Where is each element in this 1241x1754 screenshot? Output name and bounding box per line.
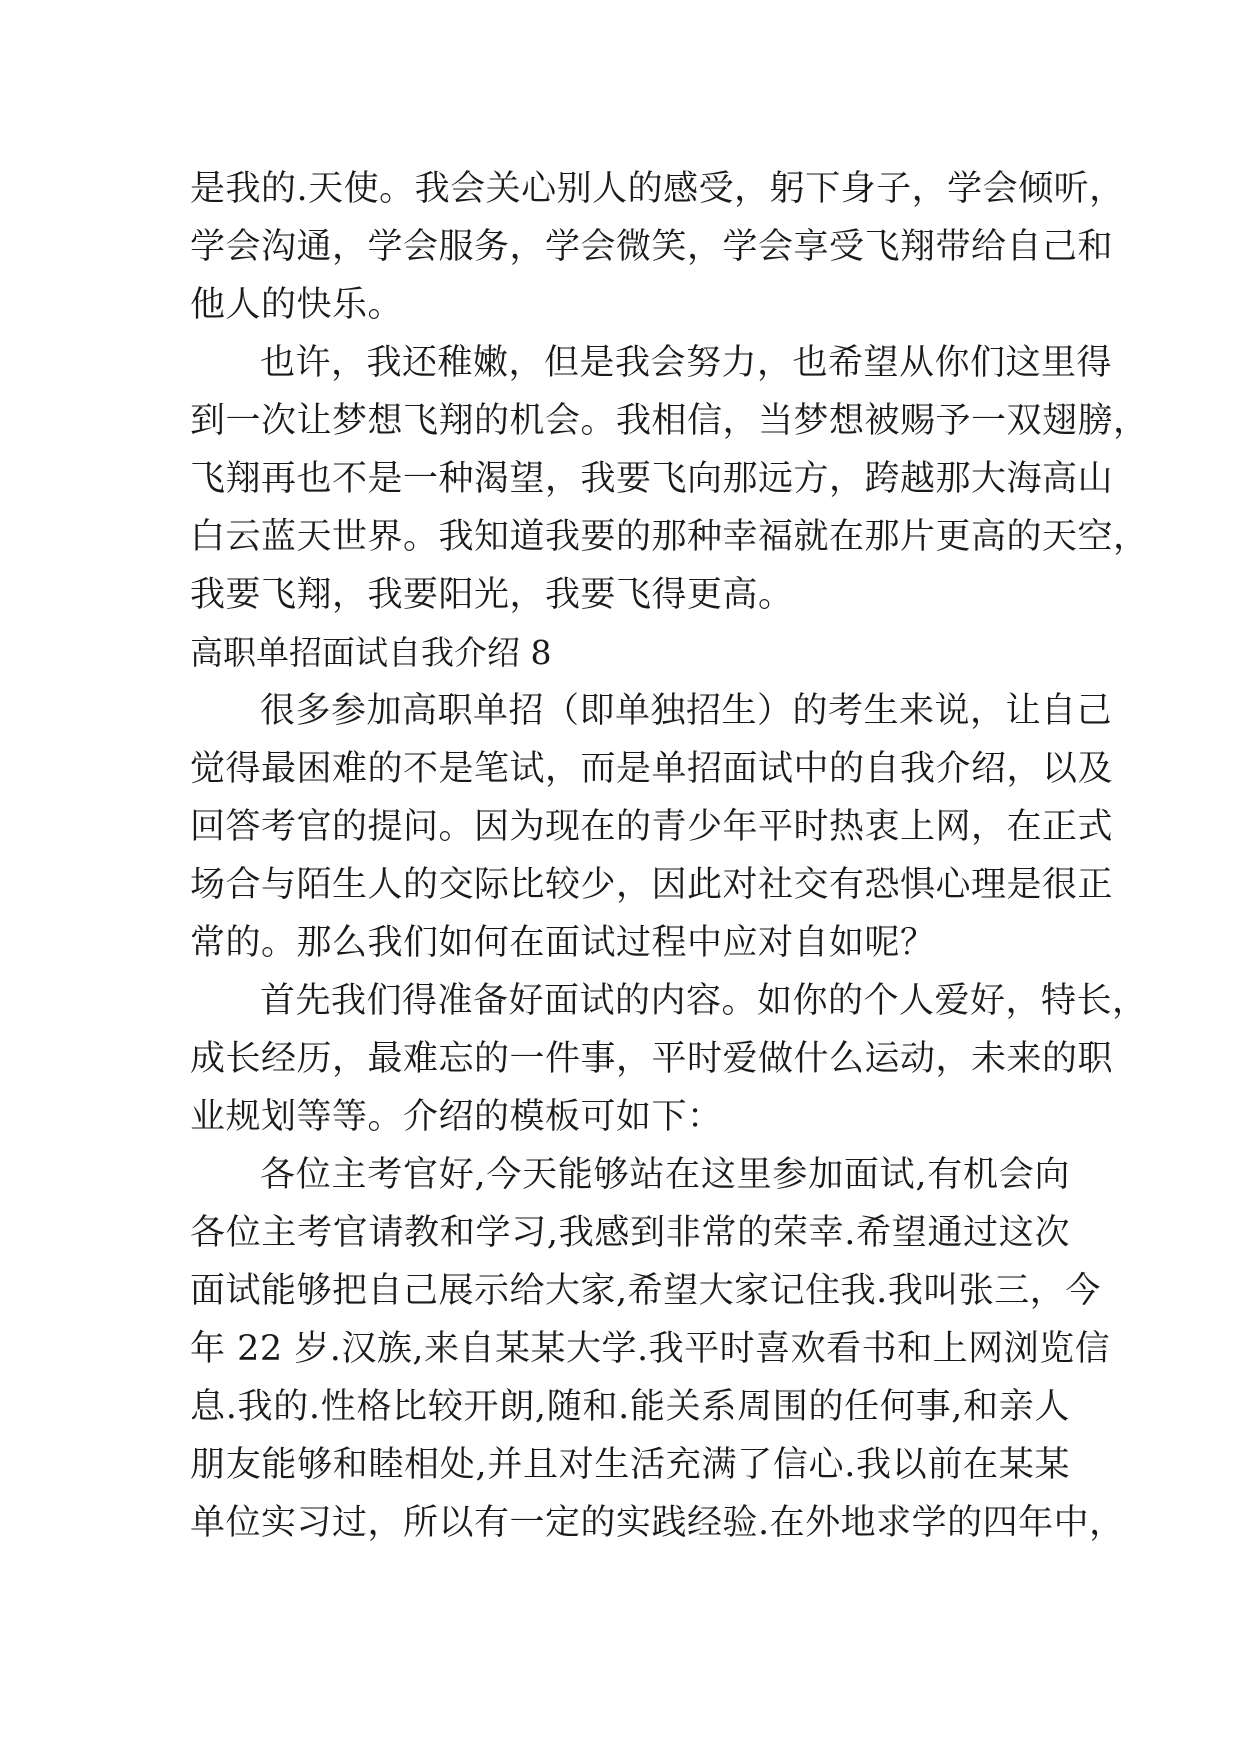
- document-page: [190, 160, 1149, 1552]
- text-line: 白云蓝天世界。我知道我要的那种幸福就在那片更高的天空，: [190, 517, 1149, 557]
- text-line: 朋友能够和睦相处,并且对生活充满了信心.我以前在某某: [190, 1445, 1070, 1485]
- text-line: 息.我的.性格比较开朗,随和.能关系周围的任何事,和亲人: [190, 1387, 1070, 1427]
- text-line: 学会沟通，学会服务，学会微笑，学会享受飞翔带给自己和: [190, 227, 1114, 267]
- text-line: 到一次让梦想飞翔的机会。我相信，当梦想被赐予一双翅膀，: [190, 401, 1149, 441]
- text-line: 飞翔再也不是一种渴望，我要飞向那远方，跨越那大海高山: [190, 459, 1114, 499]
- text-line: 他人的快乐。: [190, 285, 404, 325]
- text-line: 业规划等等。介绍的模板可如下：: [190, 1097, 723, 1137]
- text-line: 我要飞翔，我要阳光，我要飞得更高。: [190, 575, 794, 615]
- text-line: 也许，我还稚嫩，但是我会努力，也希望从你们这里得: [260, 343, 1113, 383]
- text-line: 是我的.天使。我会关心别人的感受，躬下身子，学会倾听，: [190, 169, 1125, 209]
- section-heading: 高职单招面试自我介绍 8: [190, 633, 552, 672]
- text-line: 成长经历，最难忘的一件事，平时爱做什么运动，未来的职: [190, 1039, 1114, 1079]
- text-line: 场合与陌生人的交际比较少，因此对社交有恐惧心理是很正: [190, 865, 1114, 905]
- text-line: 回答考官的提问。因为现在的青少年平时热衷上网，在正式: [190, 807, 1114, 847]
- text-line: 各位主考官好,今天能够站在这里参加面试,有机会向: [260, 1155, 1070, 1195]
- text-line: 常的。那么我们如何在面试过程中应对自如呢？: [190, 923, 936, 963]
- text-line: 首先我们得准备好面试的内容。如你的个人爱好，特长，: [260, 981, 1148, 1021]
- text-line: 觉得最困难的不是笔试，而是单招面试中的自我介绍，以及: [190, 749, 1114, 789]
- text-line: 年 22 岁.汉族,来自某某大学.我平时喜欢看书和上网浏览信: [190, 1329, 1111, 1369]
- text-line: 面试能够把自己展示给大家,希望大家记住我.我叫张三，今: [190, 1271, 1101, 1311]
- text-line: 很多参加高职单招（即单独招生）的考生来说，让自己: [260, 691, 1113, 731]
- text-line: 各位主考官请教和学习,我感到非常的荣幸.希望通过这次: [190, 1213, 1070, 1253]
- text-line: 单位实习过，所以有一定的实践经验.在外地求学的四年中，: [190, 1503, 1125, 1543]
